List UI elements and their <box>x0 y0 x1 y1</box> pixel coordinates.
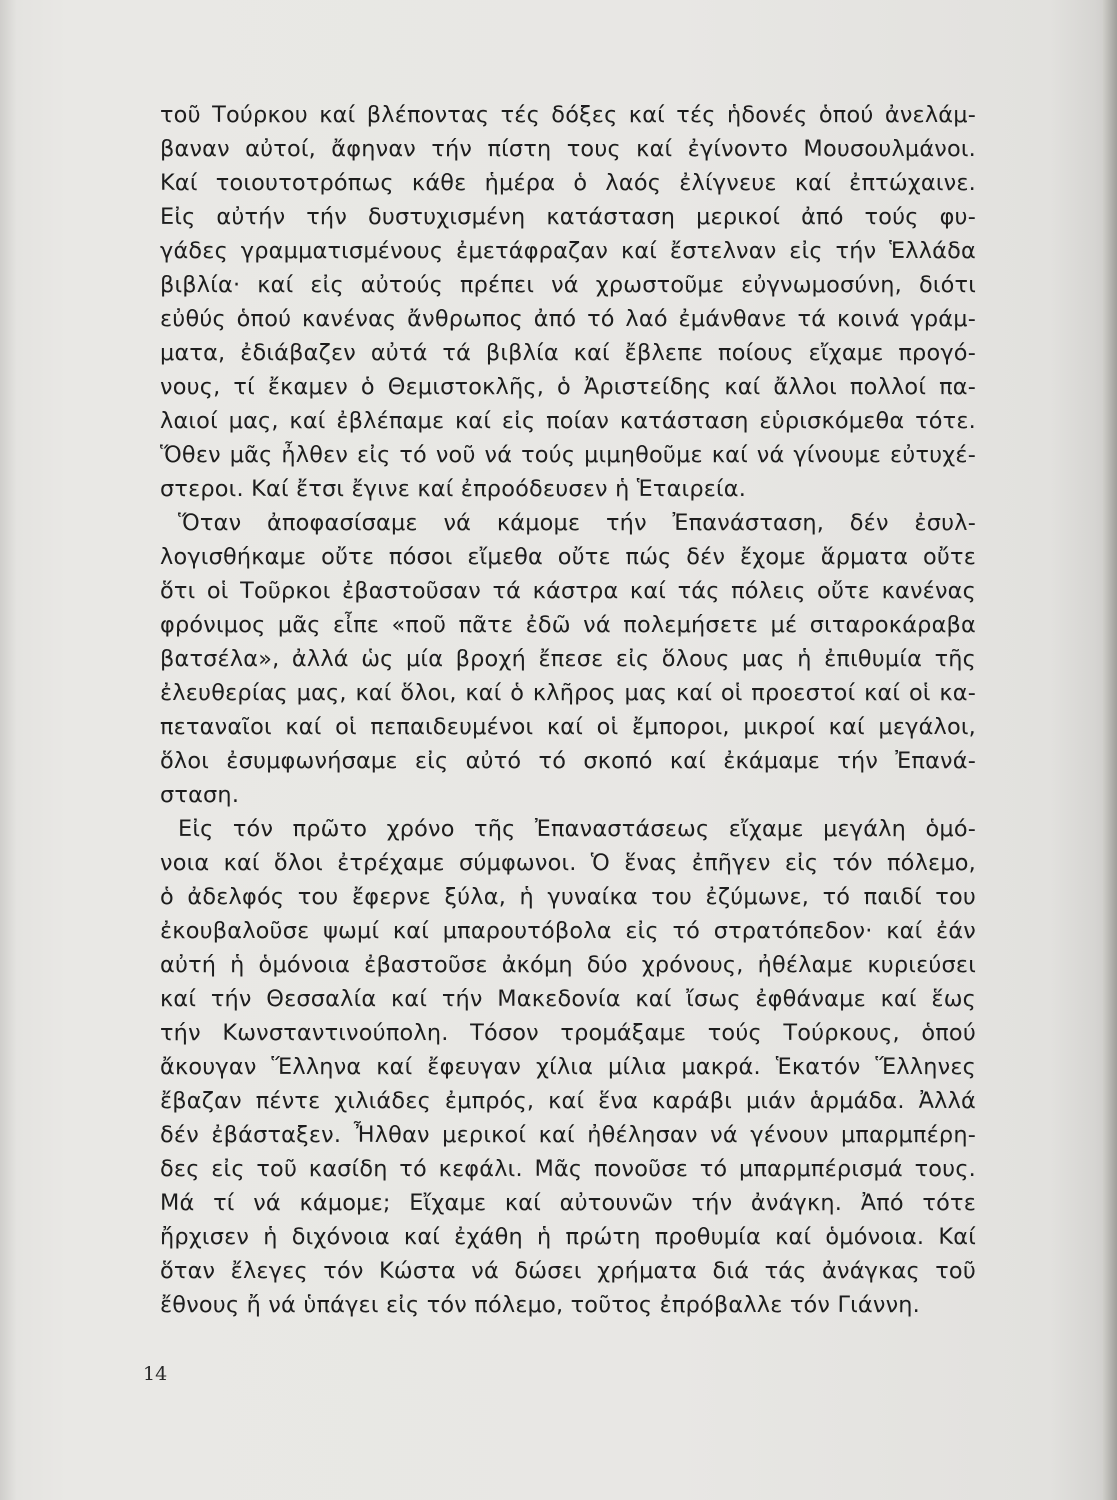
text-line: δέν ἐβάσταξεν. Ἦλθαν μερικοί καί ἠθέλησαν νά γένουν μπαρμπέρη- <box>160 1122 976 1148</box>
text-line: βιβλία· καί εἰς αὐτούς πρέπει νά χρωστοῦμε εὐγνωμοσύνη, διότι <box>160 272 976 298</box>
text-line: εὐθύς ὁπού κανένας ἄνθρωπος ἀπό τό λαό ἐμάνθανε τά κοινά γράμ- <box>160 306 976 332</box>
text-line: ὅταν ἔλεγες τόν Κώστα νά δώσει χρήματα διά τάς ἀνάγκας τοῦ <box>160 1258 976 1284</box>
text-line: τήν Κωνσταντινούπολη. Τόσον τρομάξαμε τούς Τούρκους, ὁπού <box>160 1020 976 1046</box>
page-edge-shadow <box>1103 0 1117 1500</box>
text-line: νοια καί ὅλοι ἐτρέχαμε σύμφωνοι. Ὁ ἕνας ἐπῆγεν εἰς τόν πόλεμο, <box>160 850 976 876</box>
text-line: δες εἰς τοῦ κασίδη τό κεφάλι. Μᾶς πονοῦσε τό μπαρμπέρισμά τους. <box>160 1156 976 1182</box>
text-line: στεροι. Καί ἔτσι ἔγινε καί ἐπροόδευσεν ἡ Ἑταιρεία. <box>160 476 747 502</box>
text-line: ἤρχισεν ἡ διχόνοια καί ἐχάθη ἡ πρώτη προθυμία καί ὁμόνοια. Καί <box>160 1224 976 1250</box>
body-text <box>160 98 976 1322</box>
text-line: Καί τοιουτοτρόπως κάθε ἡμέρα ὁ λαός ἐλίγνευε καί ἐπτώχαινε. <box>160 170 976 196</box>
text-line: Μά τί νά κάμομε; Εἴχαμε καί αὐτουνῶν τήν ἀνάγκη. Ἀπό τότε <box>160 1190 976 1216</box>
text-line: βαναν αὐτοί, ἄφηναν τήν πίστη τους καί ἐγίνοντο Μουσουλμάνοι. <box>160 136 976 162</box>
text-line: λαιοί μας, καί ἐβλέπαμε καί εἰς ποίαν κατάσταση εὑρισκόμεθα τότε. <box>160 408 976 434</box>
text-line: σταση. <box>160 782 240 808</box>
text-line: Ὅθεν μᾶς ἦλθεν εἰς τό νοῦ νά τούς μιμηθοῦμε καί νά γίνουμε εὐτυχέ- <box>160 442 976 468</box>
text-line: αὐτή ἡ ὁμόνοια ἐβαστοῦσε ἀκόμη δύο χρόνους, ἠθέλαμε κυριεύσει <box>160 952 976 978</box>
text-line: ὅλοι ἐσυμφωνήσαμε εἰς αὐτό τό σκοπό καί ἐκάμαμε τήν Ἐπανά- <box>160 748 976 774</box>
text-line: ἔβαζαν πέντε χιλιάδες ἐμπρός, καί ἕνα καράβι μιάν ἁρμάδα. Ἀλλά <box>160 1088 976 1114</box>
text-line: ὅτι οἱ Τοῦρκοι ἐβαστοῦσαν τά κάστρα καί τάς πόλεις οὔτε κανένας <box>160 578 976 604</box>
text-line: τοῦ Τούρκου καί βλέποντας τές δόξες καί τές ἡδονές ὁπού ἀνελάμ- <box>160 102 976 128</box>
text-line: ματα, ἐδιάβαζεν αὐτά τά βιβλία καί ἔβλεπε ποίους εἴχαμε προγό- <box>160 340 976 366</box>
text-line: πεταναῖοι καί οἱ πεπαιδευμένοι καί οἱ ἔμποροι, μικροί καί μεγάλοι, <box>160 714 976 740</box>
text-line: Ὅταν ἀποφασίσαμε νά κάμομε τήν Ἐπανάσταση, δέν ἐσυλ- <box>178 510 976 536</box>
text-line: ἐλευθερίας μας, καί ὅλοι, καί ὁ κλῆρος μας καί οἱ προεστοί καί οἱ κα- <box>160 680 976 706</box>
text-line: νους, τί ἔκαμεν ὁ Θεμιστοκλῆς, ὁ Ἀριστείδης καί ἄλλοι πολλοί πα- <box>160 374 976 400</box>
text-line: ἄκουγαν Ἕλληνα καί ἔφευγαν χίλια μίλια μακρά. Ἑκατόν Ἕλληνες <box>160 1054 976 1080</box>
text-line: βατσέλα», ἀλλά ὡς μία βροχή ἔπεσε εἰς ὅλους μας ἡ ἐπιθυμία τῆς <box>160 646 976 672</box>
text-line: ἐκουβαλοῦσε ψωμί καί μπαρουτόβολα εἰς τό στρατόπεδον· καί ἐάν <box>160 918 976 944</box>
text-line: καί τήν Θεσσαλία καί τήν Μακεδονία καί ἴσως ἐφθάναμε καί ἕως <box>160 986 976 1012</box>
text-line: γάδες γραμματισμένους ἐμετάφραζαν καί ἔστελναν εἰς τήν Ἑλλάδα <box>160 238 976 264</box>
text-line: Εἰς τόν πρῶτο χρόνο τῆς Ἐπαναστάσεως εἴχαμε μεγάλη ὁμό- <box>178 816 976 842</box>
text-line: φρόνιμος μᾶς εἶπε «ποῦ πᾶτε ἐδῶ νά πολεμήσετε μέ σιταροκάραβα <box>160 612 976 638</box>
text-line: λογισθήκαμε οὔτε πόσοι εἴμεθα οὔτε πώς δέν ἔχομε ἅρματα οὔτε <box>160 544 976 570</box>
text-line: Εἰς αὐτήν τήν δυστυχισμένη κατάσταση μερικοί ἀπό τούς φυ- <box>160 204 976 230</box>
page-number: 14 <box>143 1363 168 1385</box>
text-line: ὁ ἀδελφός του ἔφερνε ξύλα, ἡ γυναίκα του ἐζύμωνε, τό παιδί του <box>160 884 976 910</box>
text-line: ἔθνους ἤ νά ὑπάγει εἰς τόν πόλεμο, τοῦτος ἐπρόβαλλε τόν Γιάννη. <box>160 1292 920 1318</box>
